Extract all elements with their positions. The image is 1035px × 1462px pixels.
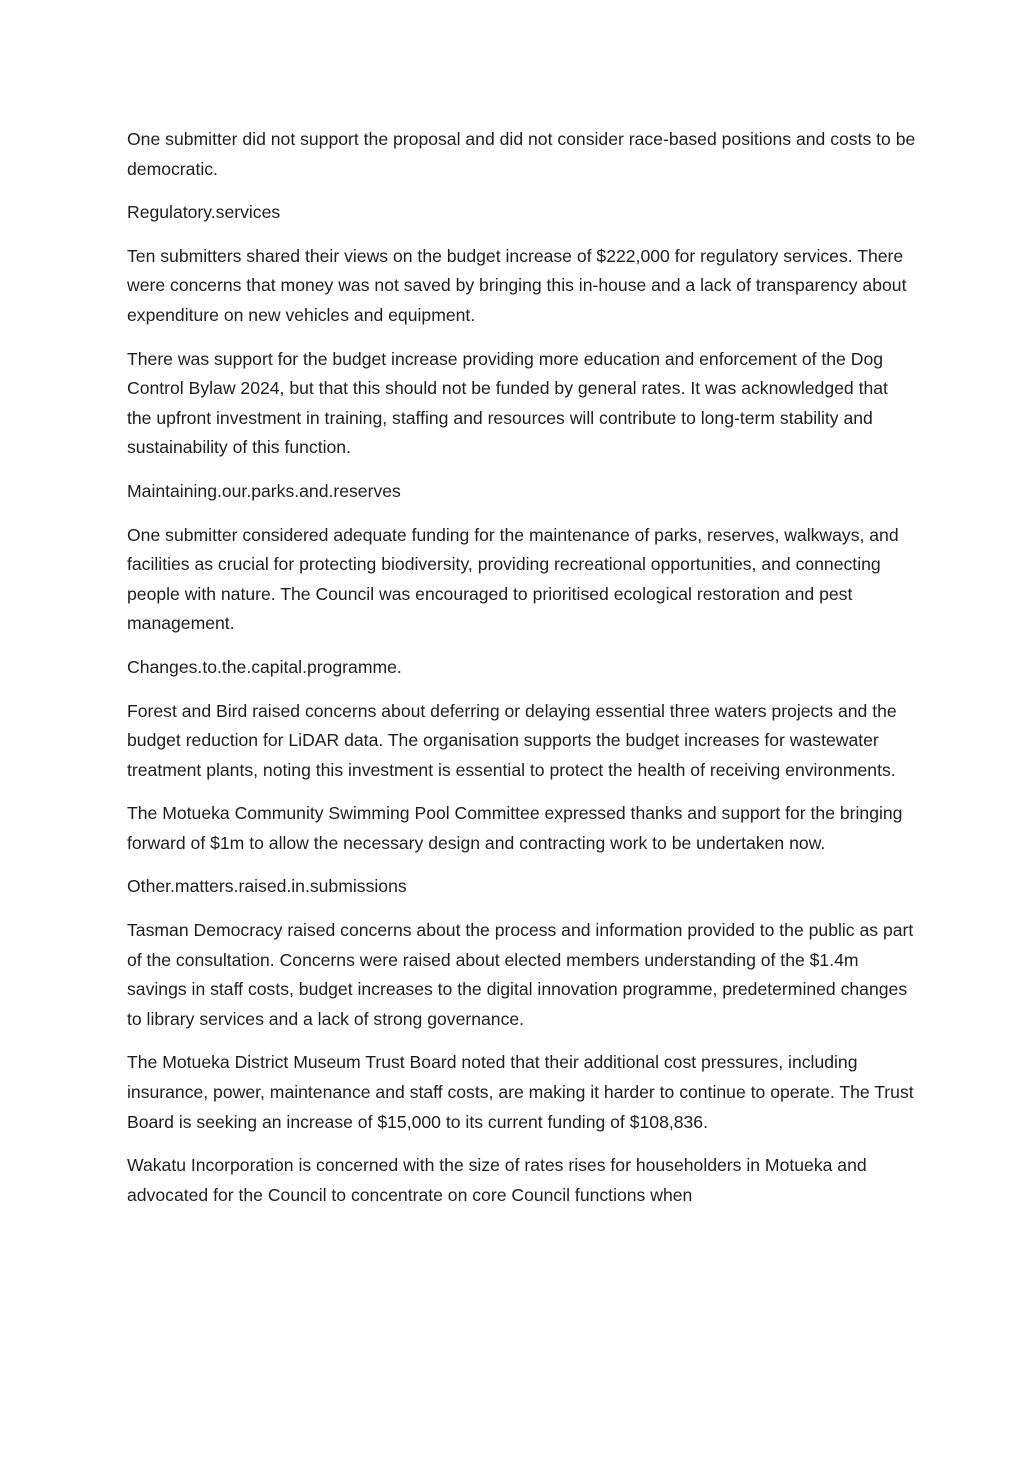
paragraph-forest-and-bird: Forest and Bird raised concerns about deferring or delaying essential three waters projects and the budget reduction for LiDAR data. The organisation supports the budget increases for wastewater treatment plants, noting this investment is essential to protect the health of receiving environments. xyxy=(127,700,897,780)
paragraph-swimming-pool: The Motueka Community Swimming Pool Committee expressed thanks and support for the bringing forward of $1m to allow the necessary design and contracting work to be undertaken now. xyxy=(127,803,903,853)
heading-parks-and-reserves: Maintaining.our.parks.and.reserves xyxy=(127,480,401,501)
paragraph-wakatu-incorporation: Wakatu Incorporation is concerned with the size of rates rises for householders in Motueka and advocated for the Council to concentrate on core Council functions when xyxy=(127,1155,867,1205)
heading-regulatory-services: Regulatory.services xyxy=(127,202,281,223)
document-page xyxy=(127,125,917,1224)
paragraph-museum-trust: The Motueka District Museum Trust Board noted that their additional cost pressures, including insurance, power, maintenance and staff costs, are making it harder to continue to operate. The Trust Board is seeking an increase of $15,000 to its current funding of $108,836. xyxy=(127,1052,914,1132)
paragraph-tasman-democracy: Tasman Democracy raised concerns about the process and information provided to the public as part of the consultation. Concerns were raised about elected members understanding of the $1.4m savings in staff costs, budget increases to the digital innovation programme, predetermined changes to library services and a lack of strong governance. xyxy=(127,920,914,1029)
heading-other-matters: Other.matters.raised.in.submissions xyxy=(127,876,407,897)
paragraph-regulatory-budget: Ten submitters shared their views on the budget increase of $222,000 for regulatory services. There were concerns that money was not saved by bringing this in-house and a lack of transparency about expenditure on new vehicles and equipment. xyxy=(127,245,907,325)
paragraph-parks-funding: One submitter considered adequate funding for the maintenance of parks, reserves, walkways, and facilities as crucial for protecting biodiversity, providing recreational opportunities, and connecting people with nature. The Council was encouraged to prioritised ecological restoration and pest management. xyxy=(127,524,899,634)
paragraph-dog-control-bylaw: There was support for the budget increase providing more education and enforcement of the Dog Control Bylaw 2024, but that this should not be funded by general rates. It was acknowledged that the upfront investment in training, staffing and resources will contribute to long-term stability and sustainability of this function. xyxy=(127,348,888,458)
paragraph-race-based-positions: One submitter did not support the proposal and did not consider race-based positions and costs to be democratic. xyxy=(127,129,916,179)
heading-capital-programme: Changes.to.the.capital.programme. xyxy=(127,656,402,677)
